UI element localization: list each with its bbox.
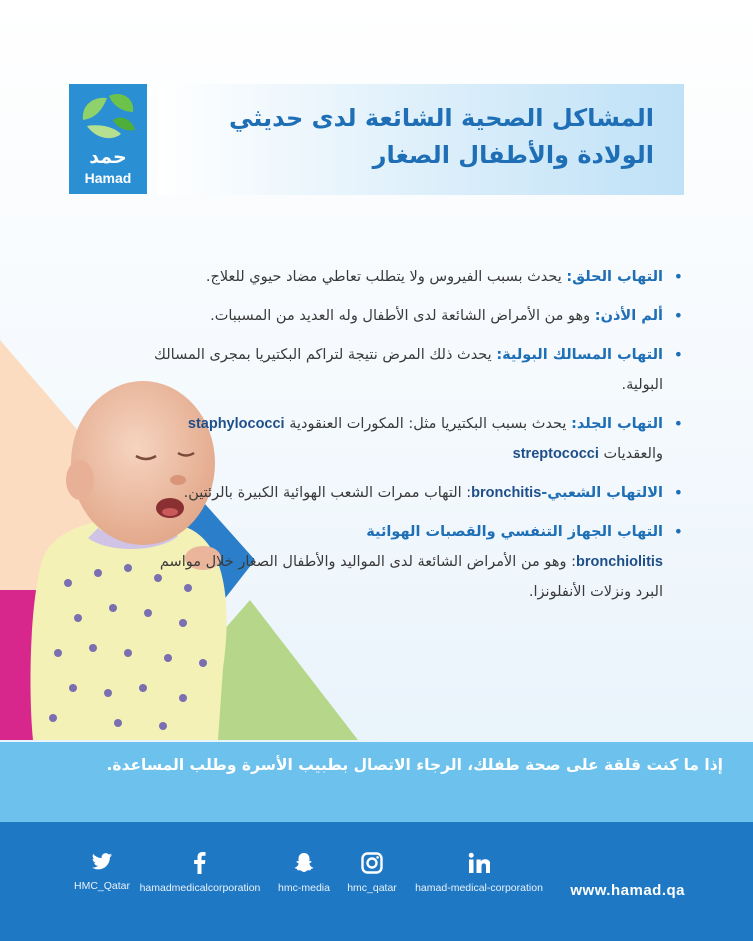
item-text: : وهو من الأمراض الشائعة لدى المواليد والأطفال الصغار خلال مواسم البرد ونزلات الأنفلونزا. — [159, 554, 663, 600]
item-text: : التهاب ممرات الشعب الهوائية الكبيرة بالرئتين. — [183, 485, 472, 501]
item-term: التهاب الجلد: — [571, 416, 663, 432]
item-english-term-2: streptococci — [512, 446, 599, 462]
social-label: hmc_qatar — [347, 882, 397, 894]
notice-text: إذا ما كنت قلقة على صحة طفلك، الرجاء الاتصال بطبيب الأسرة وطلب المساعدة. — [106, 756, 723, 774]
item-english-term: staphylococci — [187, 416, 285, 432]
item-english-term: bronchitis — [471, 485, 542, 501]
social-label: hamadmedicalcorporation — [139, 882, 261, 894]
item-text: يحدث بسبب الفيروس ولا يتطلب تعاطي مضاد حيوي للعلاج. — [205, 269, 567, 285]
website-link[interactable]: www.hamad.qa — [570, 882, 685, 899]
snapchat-icon — [293, 852, 315, 874]
title-line-1: المشاكل الصحية الشائعة لدى حديثي — [228, 104, 654, 132]
list-item — [130, 517, 685, 607]
item-term: الالتهاب الشعبي- — [541, 485, 663, 501]
footer — [0, 822, 753, 941]
social-twitter[interactable] — [62, 852, 142, 892]
page-title — [184, 100, 654, 174]
twitter-icon — [91, 852, 113, 872]
item-text: يحدث بسبب البكتيريا مثل: المكورات العنقودية — [289, 416, 572, 432]
social-facebook[interactable] — [135, 852, 265, 894]
list-item — [130, 340, 685, 400]
social-label: hamad-medical-corporation — [415, 882, 543, 894]
social-linkedin[interactable] — [408, 852, 550, 894]
facebook-icon — [189, 852, 211, 874]
list-item — [130, 301, 685, 331]
item-text: وهو من الأمراض الشائعة لدى الأطفال وله العديد من المسببات. — [210, 308, 595, 324]
social-instagram[interactable] — [340, 852, 404, 894]
title-line-2: الولادة والأطفال الصغار — [372, 141, 654, 169]
item-english-term: bronchiolitis — [576, 554, 663, 570]
item-term: التهاب الجهاز التنفسي والقصبات الهوائية — [366, 524, 663, 540]
item-text-mid: والعقديات — [598, 446, 663, 462]
item-text: يحدث ذلك المرض نتيجة لتراكم البكتيريا بمجرى المسالك البولية. — [154, 347, 663, 393]
logo-english-name: Hamad — [84, 170, 132, 186]
list-item — [130, 478, 685, 508]
conditions-list — [130, 262, 685, 616]
hamad-logo — [69, 84, 147, 194]
instagram-icon — [361, 852, 383, 874]
list-item — [130, 409, 685, 469]
notice-banner — [0, 742, 753, 822]
leaves-icon — [77, 90, 139, 146]
list-item — [130, 262, 685, 292]
title-banner — [158, 84, 684, 195]
item-term: ألم الأذن: — [594, 308, 663, 324]
social-snapchat[interactable] — [268, 852, 340, 894]
logo-arabic-name: حمد — [89, 146, 127, 168]
social-label: HMC_Qatar — [73, 880, 130, 892]
linkedin-icon — [468, 852, 490, 874]
item-term: التهاب المسالك البولية: — [496, 347, 663, 363]
social-label: hmc-media — [278, 882, 330, 894]
item-term: التهاب الحلق: — [566, 269, 663, 285]
